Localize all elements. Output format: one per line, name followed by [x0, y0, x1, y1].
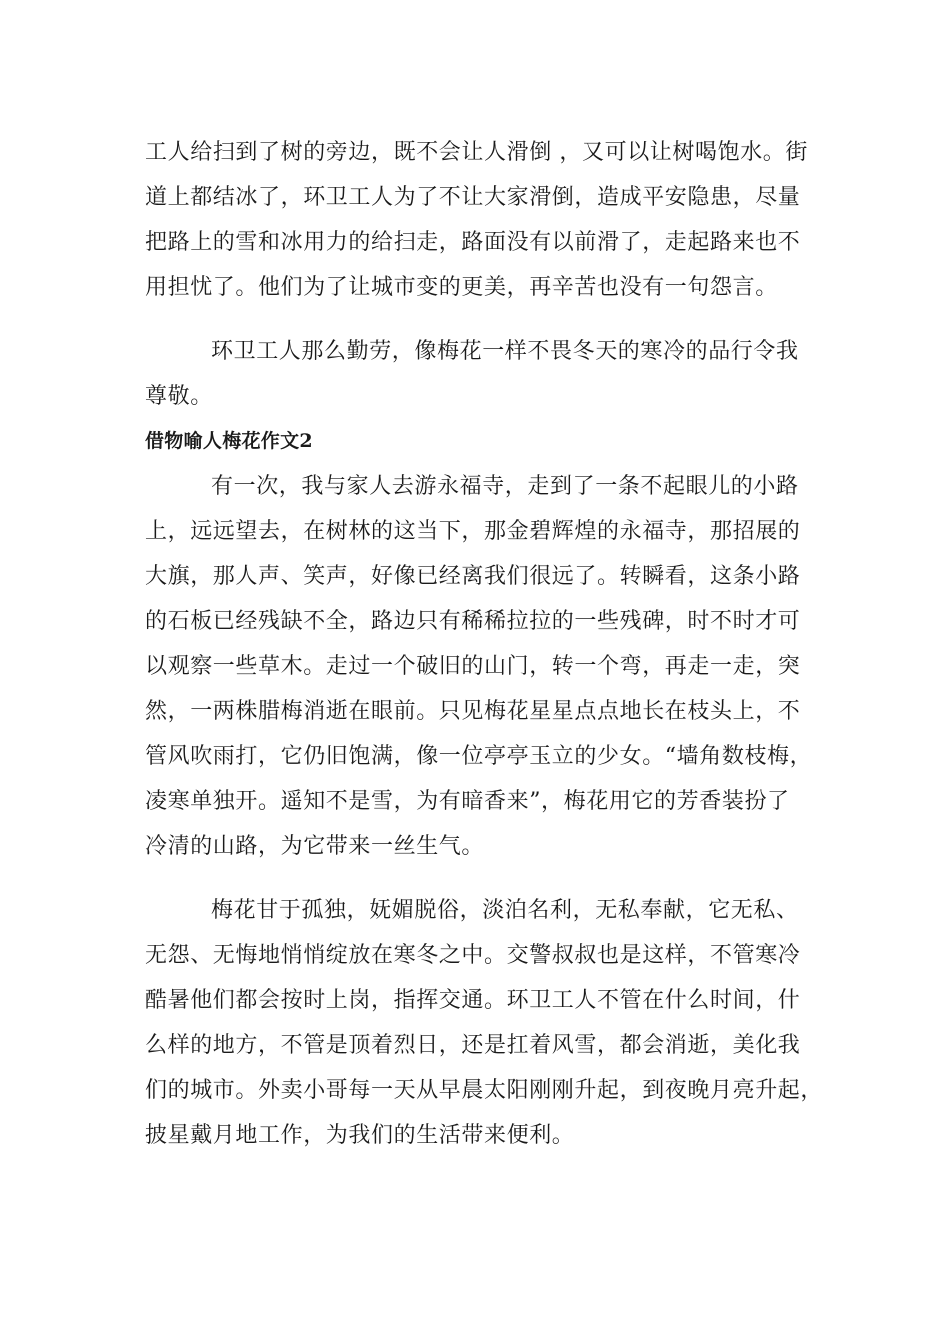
text-line: 把路上的雪和冰用力的给扫走，路面没有以前滑了，走起路来也不 [145, 230, 801, 255]
paragraph-respect [145, 329, 810, 419]
document-body [145, 130, 824, 1158]
text-line: 尊敬。 [145, 384, 213, 409]
text-line: 无怨、无悔地悄悄绽放在寒冬之中。交警叔叔也是这样，不管寒冷 [145, 943, 801, 968]
text-line: 酷暑他们都会按时上岗，指挥交通。环卫工人不管在什么时间，什 [145, 988, 801, 1013]
text-line: 披星戴月地工作，为我们的生活带来便利。 [145, 1123, 575, 1148]
paragraph-temple [145, 464, 813, 869]
paragraph-gap [145, 310, 810, 329]
text-line: 么样的地方，不管是顶着烈日，还是扛着风雪，都会消逝，美化我 [145, 1033, 801, 1058]
text-line: 上，远远望去，在树林的这当下，那金碧辉煌的永福寺，那招展的 [145, 519, 801, 544]
text-line: 环卫工人那么勤劳，像梅花一样不畏冬天的寒冷的品行令我 [211, 339, 799, 364]
paragraph-plum-virtue [145, 888, 824, 1158]
section-title: 借物喻人梅花作文2 [145, 430, 313, 452]
text-line: 管风吹雨打，它仍旧饱满，像一位亭亭玉立的少女。“墙角数枝梅， [145, 744, 813, 769]
text-line: 的石板已经残缺不全，路边只有稀稀拉拉的一些残碑，时不时才可 [145, 609, 801, 634]
text-line: 们的城市。外卖小哥每一天从早晨太阳刚刚升起，到夜晚月亮升起， [145, 1078, 824, 1103]
text-line: 然，一两株腊梅消逝在眼前。只见梅花星星点点地长在枝头上，不 [145, 699, 801, 724]
text-line: 用担忧了。他们为了让城市变的更美，再辛苦也没有一句怨言。 [145, 275, 778, 300]
text-line: 大旗，那人声、笑声，好像已经离我们很远了。转瞬看，这条小路 [145, 564, 801, 589]
text-line: 梅花甘于孤独，妩媚脱俗，淡泊名利，无私奉献，它无私、 [211, 898, 799, 923]
text-line: 以观察一些草木。走过一个破旧的山门，转一个弯，再走一走，突 [145, 654, 801, 679]
text-line: 道上都结冰了，环卫工人为了不让大家滑倒，造成平安隐患，尽量 [145, 185, 801, 210]
text-line: 凌寒单独开。遥知不是雪，为有暗香来”，梅花用它的芳香装扮了 [145, 789, 790, 814]
text-line: 冷清的山路，为它带来一丝生气。 [145, 834, 485, 859]
paragraph-gap [145, 869, 810, 888]
text-line: 有一次，我与家人去游永福寺，走到了一条不起眼儿的小路 [211, 474, 799, 499]
paragraph-continuation [145, 130, 810, 310]
text-line: 工人给扫到了树的旁边，既不会让人滑倒 ，又可以让树喝饱水。街 [145, 140, 808, 165]
